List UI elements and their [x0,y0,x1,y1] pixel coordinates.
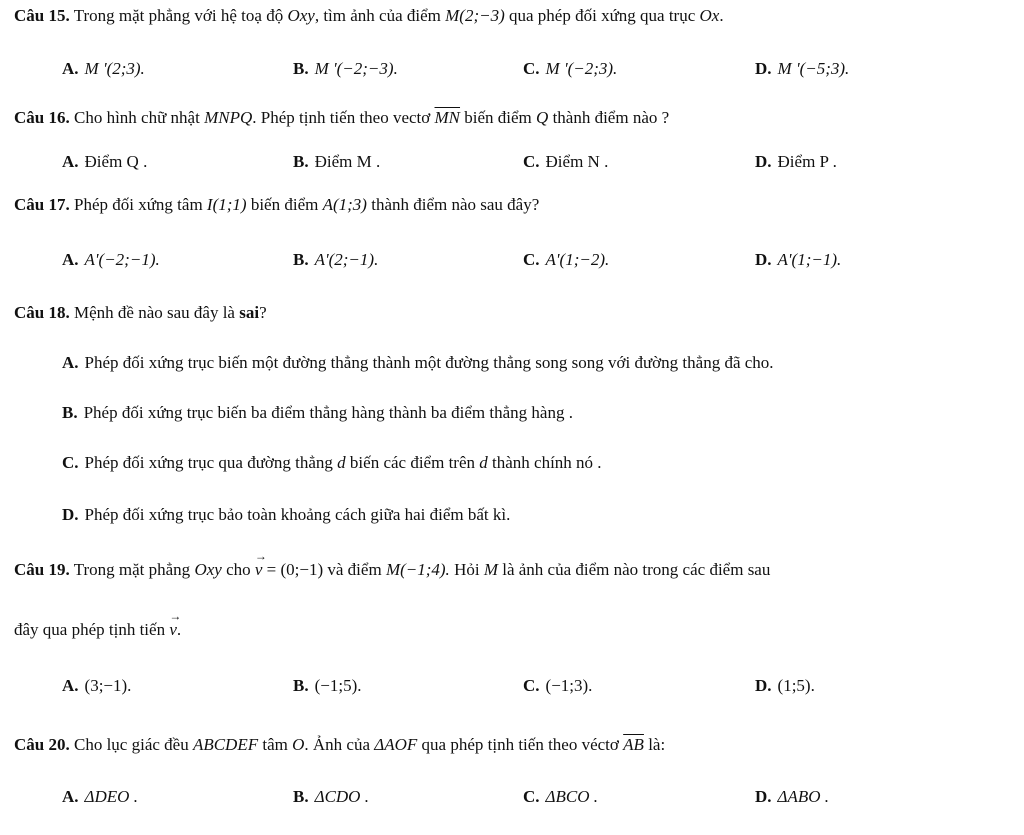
question-16-stem: Câu 16. Cho hình chữ nhật MNPQ. Phép tịnh tiến theo vectơ $\overline{MN}$ biến điểm Q thành điểm nào ? [14,108,670,127]
question-18-stem: Câu 18. Mệnh đề nào sau đây là sai? [14,303,267,322]
q16-option-c[interactable]: C. Điểm N . [523,152,609,171]
q17-option-d[interactable]: D. A'(1;−1). [755,250,842,269]
q19-option-b[interactable]: B. (−1;5). [293,676,362,695]
q17-option-b[interactable]: B. A'(2;−1). [293,250,379,269]
q17-option-a[interactable]: A. A'(−2;−1). [62,250,160,269]
question-17-stem: Câu 17. Phép đối xứng tâm I(1;1) biến điểm A(1;3) thành điểm nào sau đây? [14,195,540,214]
q18-option-c[interactable]: C. Phép đối xứng trục qua đường thẳng d biến các điểm trên d thành chính nó . [62,453,602,472]
q20-option-a[interactable]: A. ΔDEO . [62,787,138,806]
q18-option-d[interactable]: D. Phép đối xứng trục bảo toàn khoảng cách giữa hai điểm bất kì. [62,505,511,524]
q18-option-a[interactable]: A. Phép đối xứng trục biến một đường thẳng thành một đường thẳng song song với đường thẳng đã cho. [62,353,774,372]
q20-option-c[interactable]: C. ΔBCO . [523,787,599,806]
question-19-stem: Câu 19. Trong mặt phẳng Oxy cho → v = (0;−1) và điểm M(−1;4). Hỏi M là ảnh của điểm nào trong các điểm sau [14,560,770,580]
q15-option-d[interactable]: D. M '(−5;3). [755,59,850,78]
question-15-stem: Câu 15. Trong mặt phẳng với hệ toạ độ Oxy, tìm ảnh của điểm M(2;−3) qua phép đối xứng qua trục Ox. [14,6,724,25]
question-20-stem: Câu 20. Cho lục giác đều ABCDEF tâm O. Ảnh của ΔAOF qua phép tịnh tiến theo véctơ $\overline{AB}$ là: [14,735,666,754]
q20-option-b[interactable]: B. ΔCDO . [293,787,369,806]
q18-option-b[interactable]: B. Phép đối xứng trục biến ba điểm thẳng hàng thành ba điểm thẳng hàng . [62,403,573,422]
q17-option-c[interactable]: C. A'(1;−2). [523,250,610,269]
q16-option-b[interactable]: B. Điểm M . [293,152,381,171]
q15-option-a[interactable]: A. M '(2;3). [62,59,145,78]
q15-option-b[interactable]: B. M '(−2;−3). [293,59,398,78]
q15-option-c[interactable]: C. M '(−2;3). [523,59,618,78]
q19-option-c[interactable]: C. (−1;3). [523,676,593,695]
q19-option-a[interactable]: A. (3;−1). [62,676,132,695]
question-19-stem-line2: đây qua phép tịnh tiến → v. [14,620,181,640]
q16-option-d[interactable]: D. Điểm P . [755,152,837,171]
q16-option-a[interactable]: A. Điểm Q . [62,152,148,171]
q20-option-d[interactable]: D. ΔABO . [755,787,830,806]
q19-option-d[interactable]: D. (1;5). [755,676,815,695]
